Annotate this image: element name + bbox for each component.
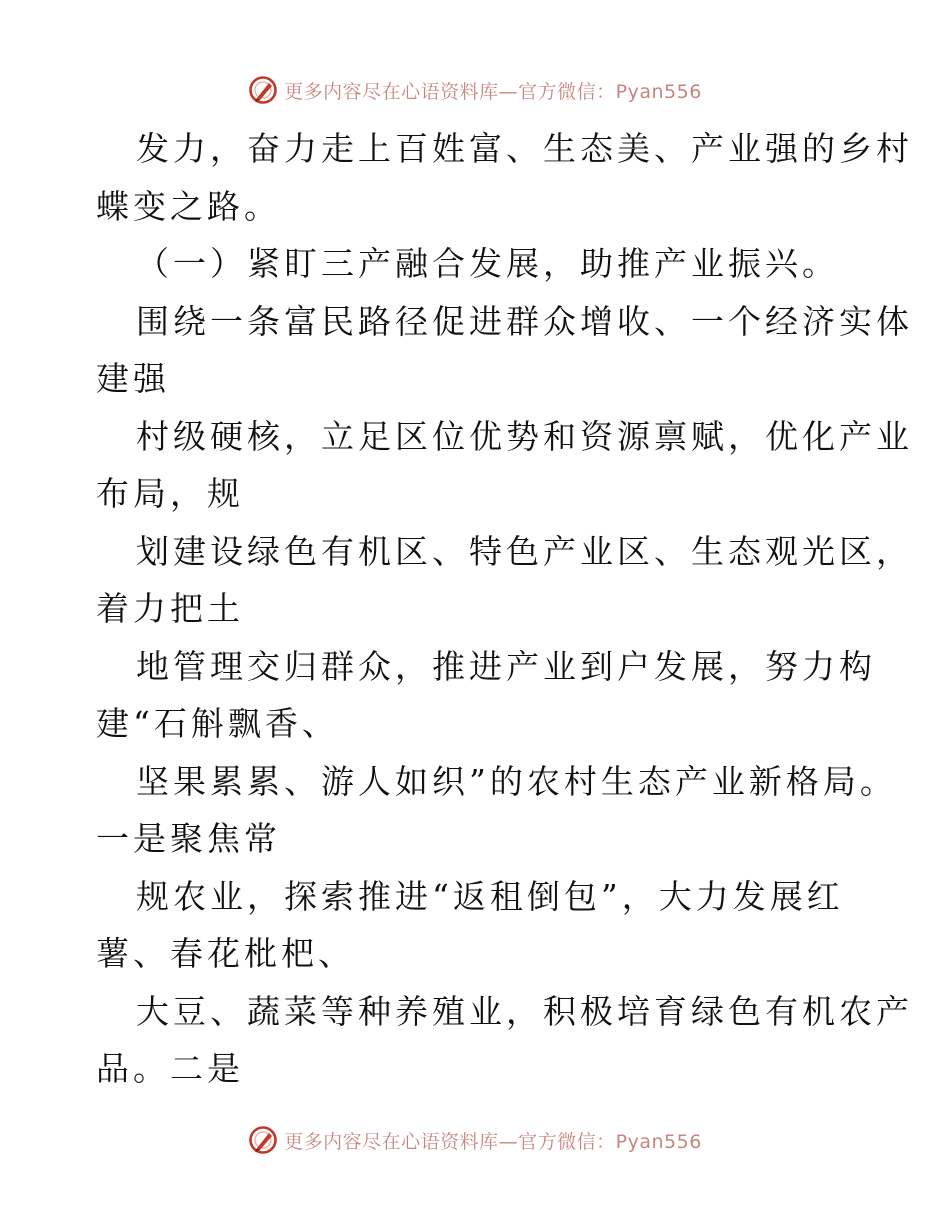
- document-body: [96, 120, 913, 1098]
- text-line: 地管理交归群众，推进产业到户发展，努力构: [136, 646, 876, 686]
- pen-logo-icon: [248, 1125, 278, 1155]
- text-line: 品。二是: [96, 1049, 244, 1088]
- text-line: 蝶变之路。: [96, 186, 281, 226]
- text-line: 布局，规: [96, 474, 244, 513]
- watermark-text: 更多内容尽在心语资料库—官方微信：Pyan556: [284, 80, 702, 103]
- text-line: 坚果累累、游人如织”的农村生态产业新格局。: [136, 761, 897, 801]
- section-heading: （一）紧盯三产融合发展，助推产业振兴。: [136, 244, 839, 283]
- text-line: 一是聚焦常: [96, 819, 281, 858]
- text-line: 划建设绿色有机区、特色产业区、生态观光区，: [136, 531, 913, 571]
- text-line: 建“石斛飘香、: [96, 704, 339, 743]
- text-line: 着力把土: [96, 589, 244, 628]
- text-line: 围绕一条富民路径促进群众增收、一个经济实体: [136, 301, 913, 341]
- pen-logo-icon: [248, 75, 278, 105]
- header-watermark: [0, 70, 950, 110]
- watermark-group: [248, 1125, 702, 1155]
- text-line: 村级硬核，立足区位优势和资源禀赋，优化产业: [136, 416, 913, 456]
- text-line: 薯、春花枇杷、: [96, 934, 355, 973]
- text-line: 规农业，探索推进“返租倒包”，大力发展红: [136, 876, 844, 916]
- watermark-group: [248, 75, 702, 105]
- watermark-text: 更多内容尽在心语资料库—官方微信：Pyan556: [284, 1130, 702, 1153]
- text-line: 建强: [96, 359, 170, 398]
- footer-watermark: [0, 1120, 950, 1160]
- text-line: 大豆、蔬菜等种养殖业，积极培育绿色有机农产: [136, 991, 913, 1031]
- text-line: 发力，奋力走上百姓富、生态美、产业强的乡村: [136, 129, 913, 168]
